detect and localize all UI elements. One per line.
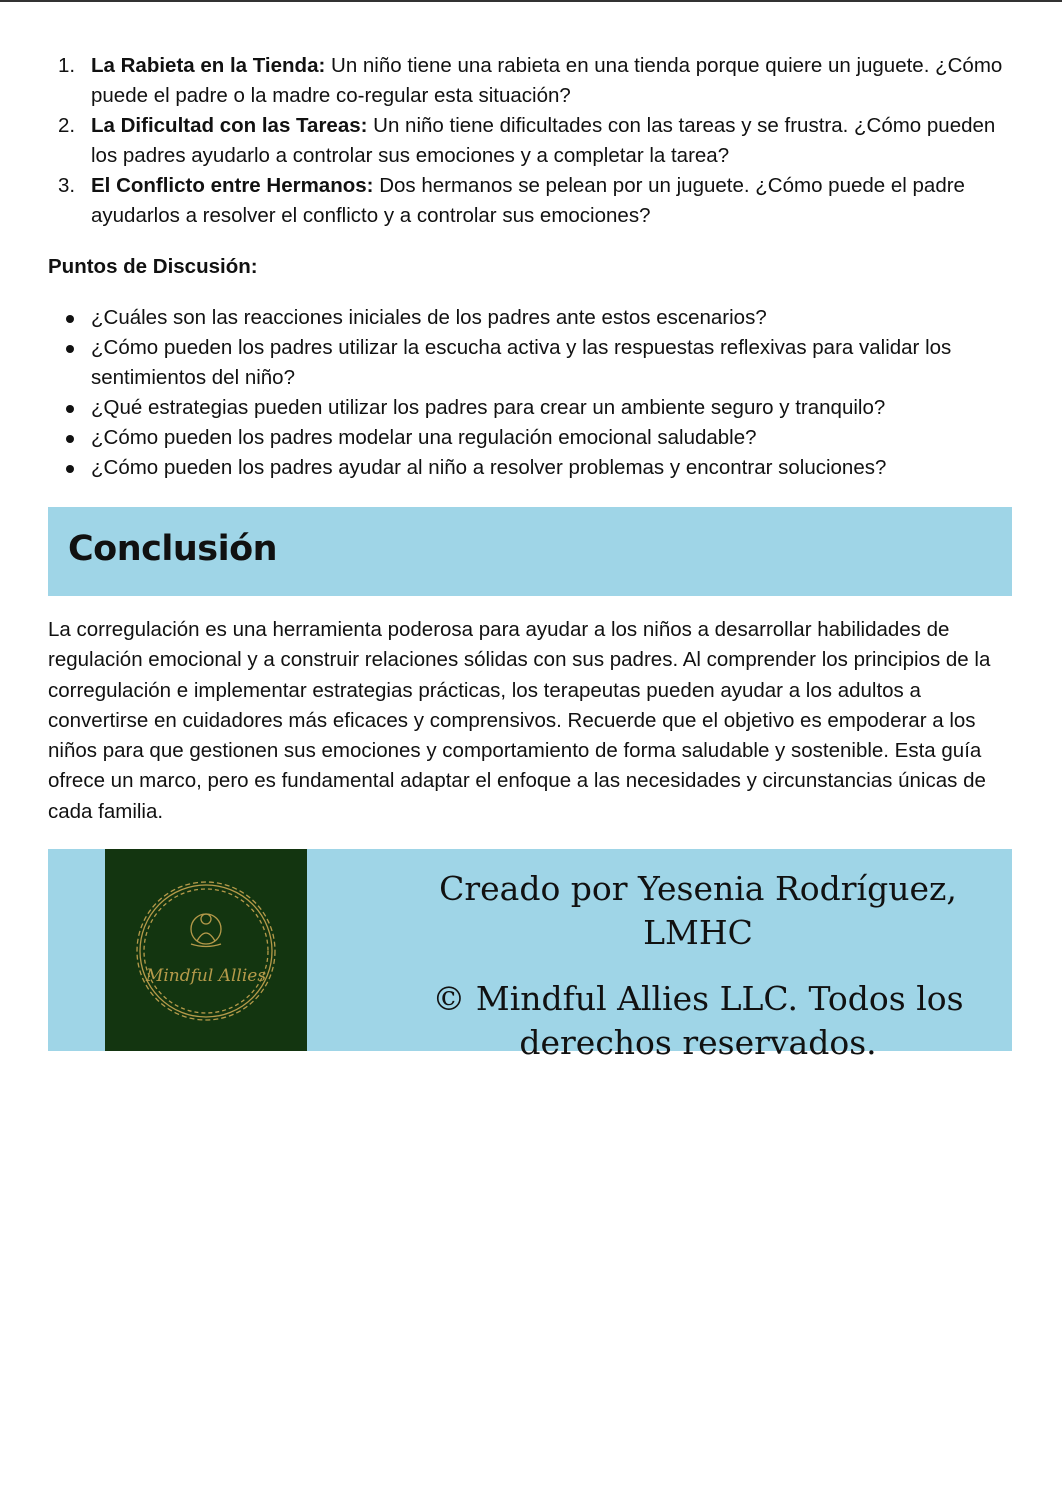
- bullet-icon: [66, 345, 74, 353]
- svg-text:Mindful Allies: Mindful Allies: [145, 966, 267, 986]
- conclusion-banner: [48, 507, 1012, 596]
- item-number: 2.: [58, 114, 76, 137]
- item-title: La Rabieta en la Tienda:: [91, 54, 326, 77]
- item-text: ¿Cuáles son las reacciones iniciales de los padres ante estos escenarios?: [91, 306, 767, 329]
- bullet-icon: [66, 405, 74, 413]
- list-item: [48, 333, 1018, 393]
- item-text: Dos hermanos se pelean por un juguete. ¿Cómo puede el padre ayudarlos a resolver el conflicto y a controlar sus emociones?: [91, 174, 965, 227]
- item-text: ¿Qué estrategias pueden utilizar los padres para crear un ambiente seguro y tranquilo?: [91, 396, 886, 419]
- footer-banner: [48, 849, 1012, 1062]
- created-by: Creado por Yesenia Rodríguez, LMHC: [439, 869, 957, 952]
- item-title: La Dificultad con las Tareas:: [91, 114, 368, 137]
- conclusion-heading: Conclusión: [68, 529, 278, 569]
- list-item: [48, 51, 1018, 111]
- item-text: ¿Cómo pueden los padres modelar una regulación emocional saludable?: [91, 426, 757, 449]
- bullet-icon: [66, 465, 74, 473]
- bullet-icon: [66, 315, 74, 323]
- item-number: 3.: [58, 174, 76, 197]
- item-text: Un niño tiene dificultades con las tareas y se frustra. ¿Cómo pueden los padres ayudarlo a controlar sus emociones y a completar la tarea?: [91, 114, 996, 167]
- credits: [383, 867, 1013, 1065]
- item-title: El Conflicto entre Hermanos:: [91, 174, 374, 197]
- item-text: ¿Cómo pueden los padres ayudar al niño a resolver problemas y encontrar soluciones?: [91, 456, 887, 479]
- list-item: [48, 453, 1018, 483]
- discussion-list: [48, 303, 1018, 483]
- meditation-logo-icon: [105, 849, 307, 1051]
- item-text: Un niño tiene una rabieta en una tienda porque quiere un juguete. ¿Cómo puede el padre o la madre co-regular esta situación?: [91, 54, 1003, 107]
- list-item: [48, 393, 1018, 423]
- list-item: [48, 111, 1018, 171]
- conclusion-paragraph: La corregulación es una herramienta poderosa para ayudar a los niños a desarrollar habilidades de regulación emocional y a construir relaciones sólidas con sus padres. Al comprender los principios de la corregulación e implementar estrategias prácticas, los terapeutas pueden ayudar a los adultos a convertirse en cuidadores más eficaces y comprensivos. Recuerde que el objetivo es empoderar a los niños para que gestionen sus emociones y comportamiento de forma saludable y sostenible. Esta guía ofrece un marco, pero es fundamental adaptar el enfoque a las necesidades y circunstancias únicas de cada familia.: [48, 618, 991, 823]
- copyright: © Mindful Allies LLC. Todos los derechos reservados.: [432, 979, 964, 1062]
- scenario-list: [48, 51, 1018, 231]
- discussion-heading: Puntos de Discusión:: [48, 255, 258, 278]
- mindful-allies-logo: [105, 849, 307, 1051]
- item-text: ¿Cómo pueden los padres utilizar la escucha activa y las respuestas reflexivas para validar los sentimientos del niño?: [91, 336, 952, 389]
- list-item: [48, 303, 1018, 333]
- bullet-icon: [66, 435, 74, 443]
- list-item: [48, 423, 1018, 453]
- item-number: 1.: [58, 54, 76, 77]
- list-item: [48, 171, 1018, 231]
